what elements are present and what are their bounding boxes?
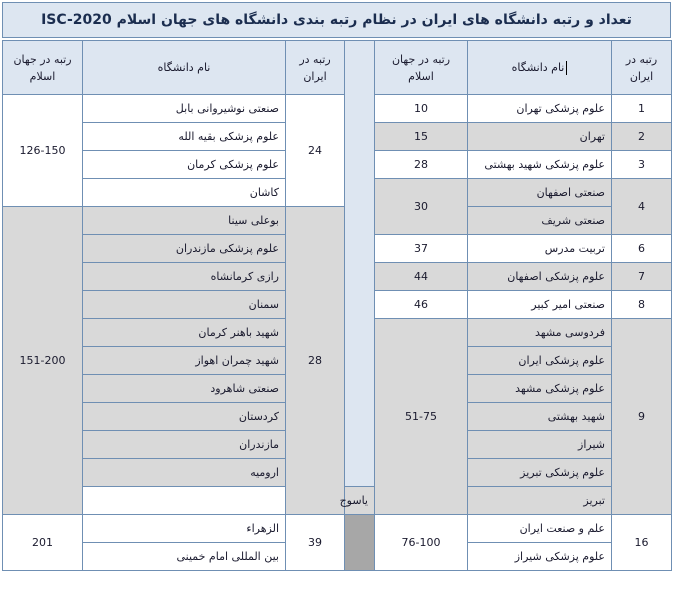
rank-iran: 16 — [612, 515, 672, 571]
rank-world: 51-75 — [375, 319, 468, 515]
column-separator — [345, 515, 375, 571]
university-name: شهید باهنر کرمان — [83, 319, 286, 347]
university-name: علم و صنعت ایران — [468, 515, 612, 543]
university-name: تبریز — [468, 487, 612, 515]
rank-iran: 8 — [612, 291, 672, 319]
university-name: علوم پزشکی شهید بهشتی — [468, 151, 612, 179]
rank-iran: 28 — [286, 207, 345, 515]
text-cursor — [566, 61, 567, 75]
rank-world: 201 — [3, 515, 83, 571]
university-name: بوعلی سینا — [83, 207, 286, 235]
university-name: سمنان — [83, 291, 286, 319]
header-university: نام دانشگاه — [83, 41, 286, 95]
rank-world: 30 — [375, 179, 468, 235]
rank-iran: 7 — [612, 263, 672, 291]
header-rank-world: رتبه در جهان اسلام — [375, 41, 468, 95]
rank-world: 28 — [375, 151, 468, 179]
header-rank-iran: رتبه در ایران — [612, 41, 672, 95]
university-name: تربیت مدرس — [468, 235, 612, 263]
rank-iran: 6 — [612, 235, 672, 263]
header-rank-iran: رتبه در ایران — [286, 41, 345, 95]
rank-world: 151-200 — [3, 207, 83, 515]
university-name: صنعتی امیر کبیر — [468, 291, 612, 319]
university-name: شیراز — [468, 431, 612, 459]
university-name: مازندران — [83, 431, 286, 459]
university-name: صنعتی شریف — [468, 207, 612, 235]
university-name: علوم پزشکی مازندران — [83, 235, 286, 263]
university-name: ارومیه — [83, 459, 286, 487]
university-name: علوم پزشکی بقیه الله — [83, 123, 286, 151]
university-name: شهید چمران اهواز — [83, 347, 286, 375]
university-name: رازی کرمانشاه — [83, 263, 286, 291]
rank-world: 37 — [375, 235, 468, 263]
university-name: یاسوج — [345, 487, 375, 515]
table-title: تعداد و رتبه دانشگاه های ایران در نظام رتبه بندی دانشگاه های جهان اسلام ISC-2020 — [2, 2, 671, 38]
university-name: الزهراء — [83, 515, 286, 543]
university-name: صنعتی نوشیروانی بابل — [83, 95, 286, 123]
header-row — [3, 41, 672, 95]
university-name: فردوسی مشهد — [468, 319, 612, 347]
rank-iran: 39 — [286, 515, 345, 571]
ranking-table — [2, 40, 672, 571]
university-name: شهید بهشتی — [468, 403, 612, 431]
university-name: علوم پزشکی تبریز — [468, 459, 612, 487]
column-separator — [345, 41, 375, 487]
university-name: صنعتی شاهرود — [83, 375, 286, 403]
university-name: علوم پزشکی ایران — [468, 347, 612, 375]
university-name: علوم پزشکی تهران — [468, 95, 612, 123]
rank-iran: 1 — [612, 95, 672, 123]
rank-world: 46 — [375, 291, 468, 319]
table-row — [3, 207, 672, 235]
rank-world: 44 — [375, 263, 468, 291]
university-name: علوم پزشکی مشهد — [468, 375, 612, 403]
university-name: علوم پزشکی اصفهان — [468, 263, 612, 291]
rank-iran: 2 — [612, 123, 672, 151]
university-name: بین المللی امام خمینی — [83, 543, 286, 571]
university-name: علوم پزشکی شیراز — [468, 543, 612, 571]
rank-world: 126-150 — [3, 95, 83, 207]
rank-iran: 3 — [612, 151, 672, 179]
header-university: نام دانشگاه — [468, 41, 612, 95]
university-name: صنعتی اصفهان — [468, 179, 612, 207]
university-name: تهران — [468, 123, 612, 151]
rank-iran: 9 — [612, 319, 672, 515]
rank-iran: 4 — [612, 179, 672, 235]
table-row — [3, 95, 672, 123]
rank-world: 76-100 — [375, 515, 468, 571]
university-name: کردستان — [83, 403, 286, 431]
header-rank-world: رتبه در جهان اسلام — [3, 41, 83, 95]
table-row — [3, 515, 672, 543]
university-name: کاشان — [83, 179, 286, 207]
university-name: علوم پزشکی کرمان — [83, 151, 286, 179]
rank-iran: 24 — [286, 95, 345, 207]
rank-world: 10 — [375, 95, 468, 123]
rank-world: 15 — [375, 123, 468, 151]
